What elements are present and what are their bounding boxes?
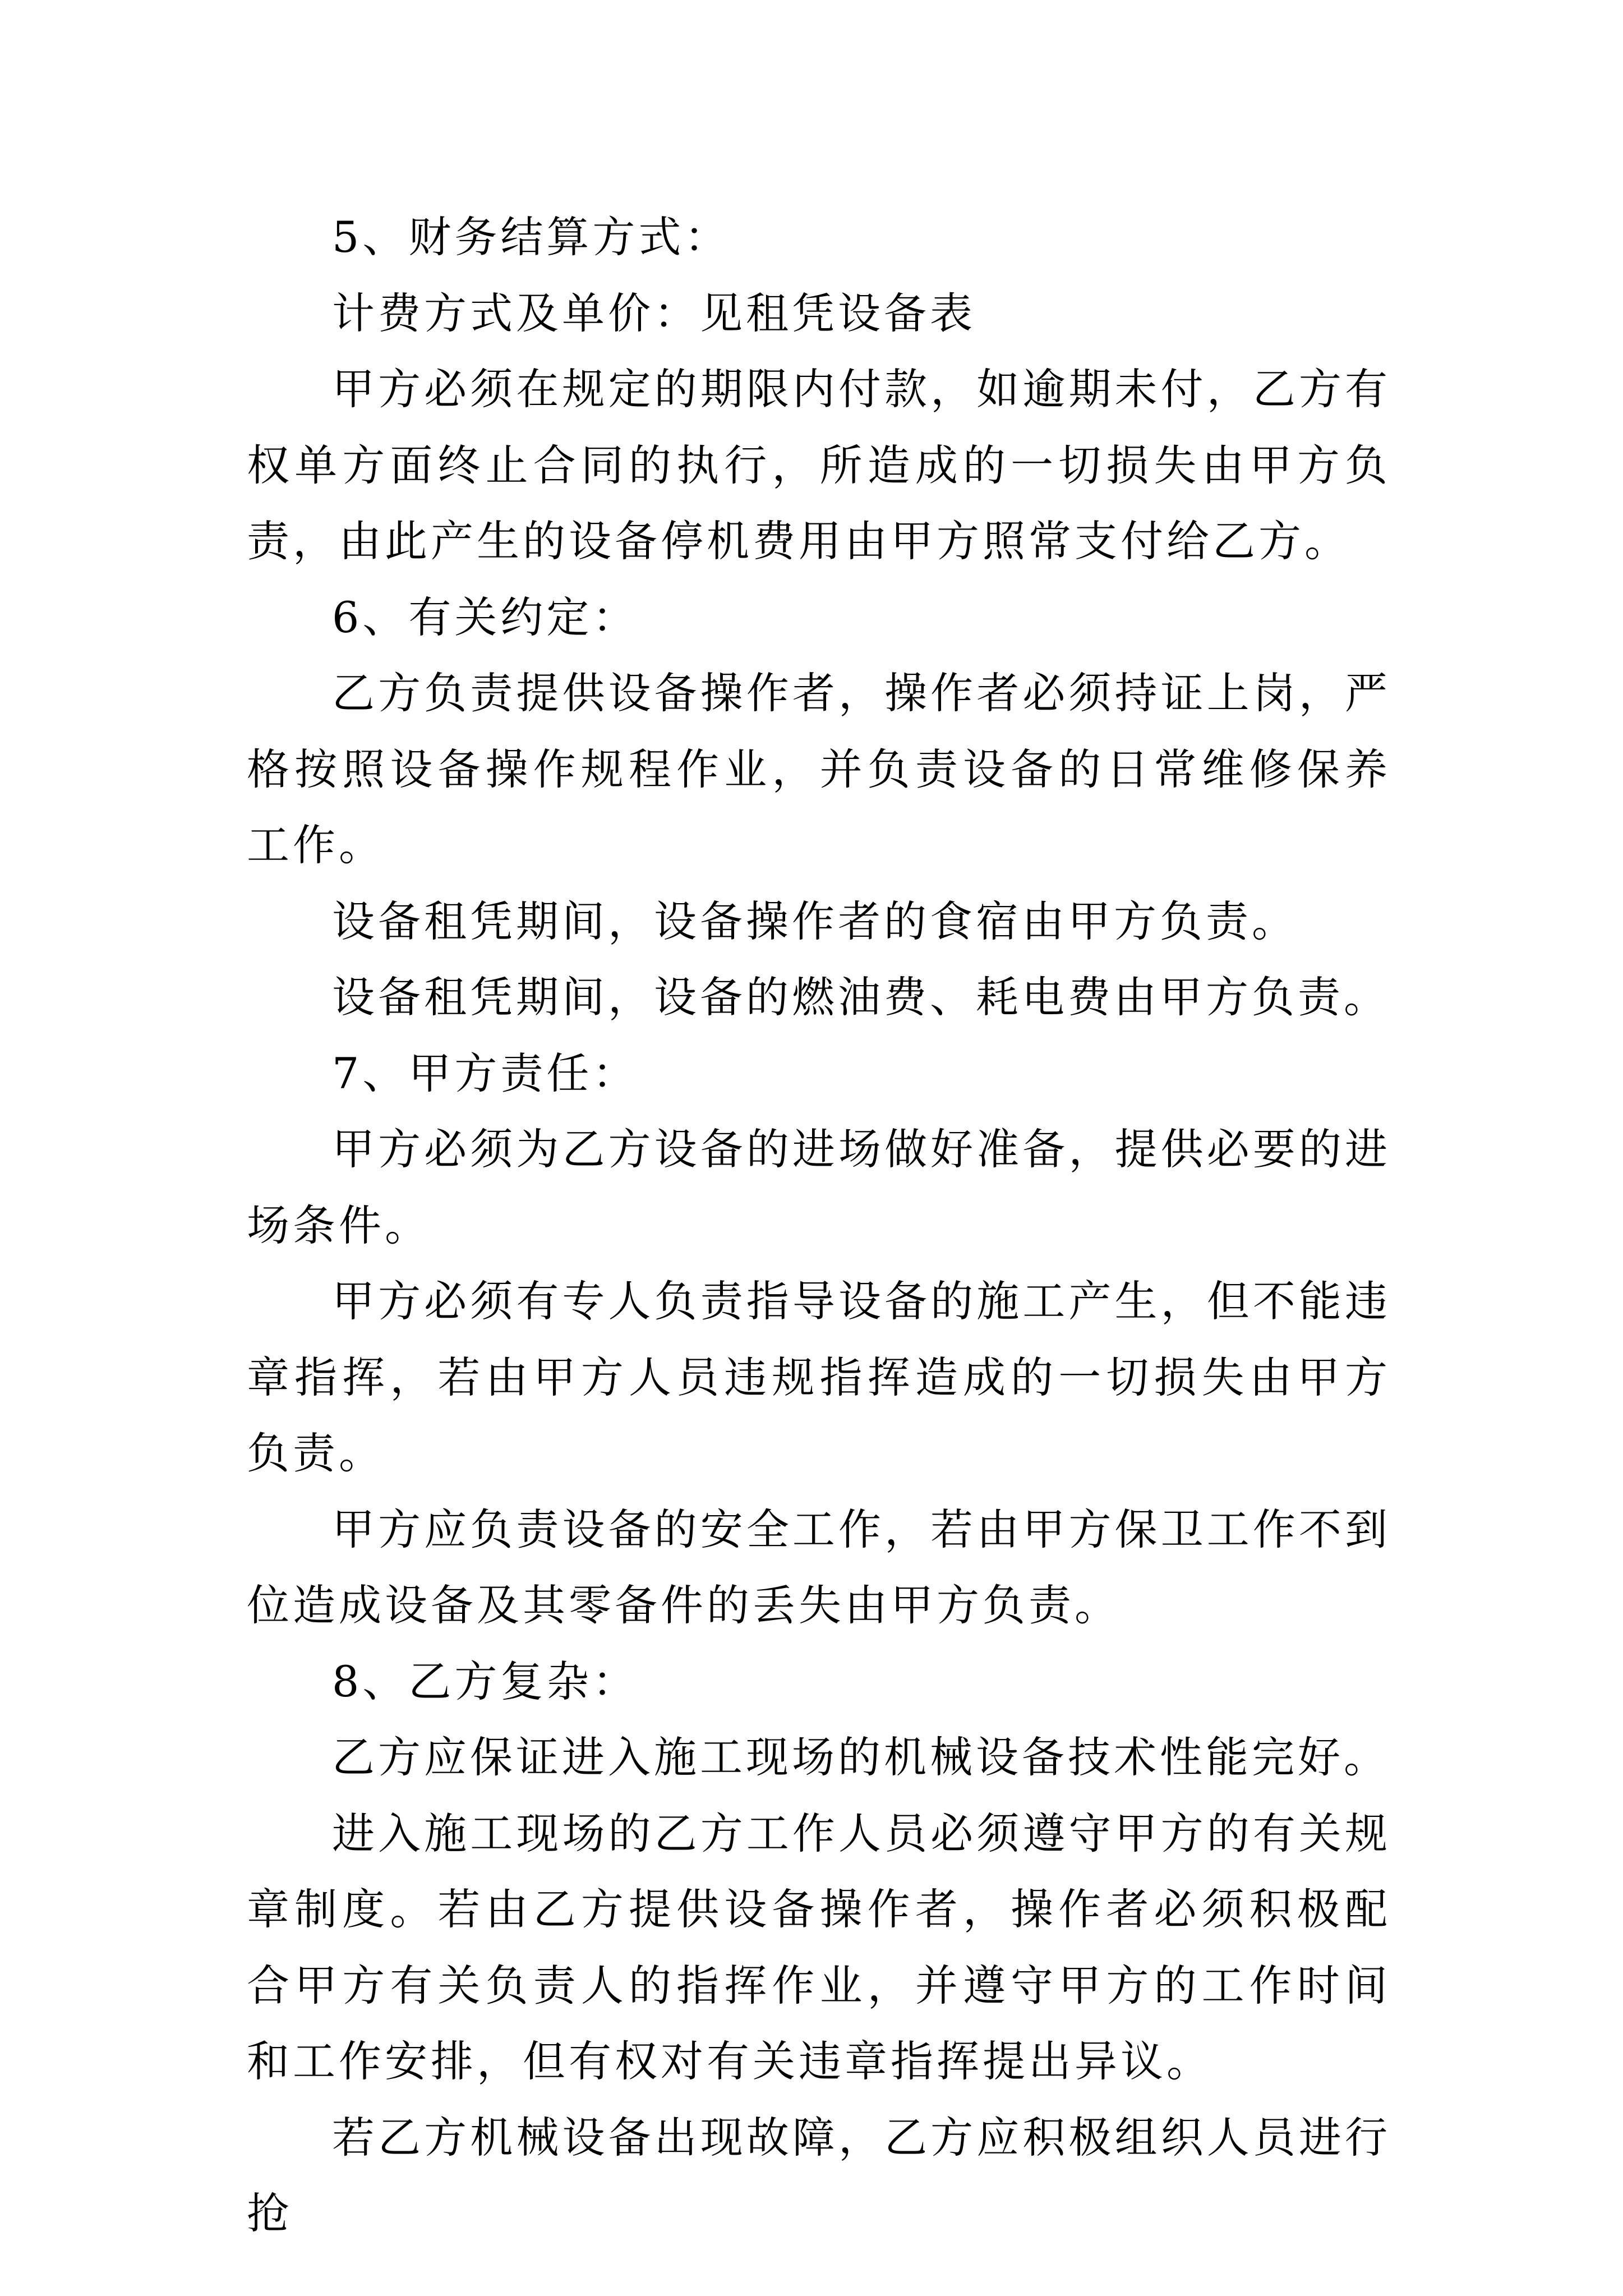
paragraph-fuel-cost: 设备租凭期间，设备的燃油费、耗电费由甲方负责。 <box>332 972 1390 1022</box>
paragraph-supervision: 甲方必须有专人负责指导设备的施工产生，但不能违章指挥，若由甲方人员违规指挥造成的一切损失由甲方负责。 <box>247 1276 1391 1478</box>
paragraph-equipment-condition: 乙方应保证进入施工现场的机械设备技术性能完好。 <box>332 1732 1390 1782</box>
paragraph-security: 甲方应负责设备的安全工作，若由甲方保卫工作不到位造成设备及其零备件的丢失由甲方负责。 <box>247 1504 1391 1630</box>
paragraph-site-rules: 进入施工现场的乙方工作人员必须遵守甲方的有关规章制度。若由乙方提供设备操作者，操作者必须积极配合甲方有关负责人的指挥作业，并遵守甲方的工作时间和工作安排，但有权对有关违章指挥提出异议。 <box>247 1808 1391 2086</box>
paragraph-site-preparation: 甲方必须为乙方设备的进场做好准备，提供必要的进场条件。 <box>247 1124 1391 1250</box>
section-heading-7: 7、甲方责任： <box>332 1048 639 1098</box>
section-heading-6: 6、有关约定： <box>332 592 639 642</box>
paragraph-operator-duty: 乙方负责提供设备操作者，操作者必须持证上岗，严格按照设备操作规程作业，并负责设备的日常维修保养工作。 <box>247 668 1391 870</box>
document-body <box>247 199 1391 2252</box>
paragraph-payment-terms: 甲方必须在规定的期限内付款，如逾期未付，乙方有权单方面终止合同的执行，所造成的一切损失由甲方负责，由此产生的设备停机费用由甲方照常支付给乙方。 <box>247 364 1391 566</box>
paragraph-pricing: 计费方式及单价：见租凭设备表 <box>332 288 976 338</box>
paragraph-lodging: 设备租凭期间，设备操作者的食宿由甲方负责。 <box>332 896 1298 946</box>
section-heading-5: 5、财务结算方式： <box>332 212 731 262</box>
section-heading-8: 8、乙方复杂： <box>332 1656 639 1706</box>
paragraph-breakdown: 若乙方机械设备出现故障，乙方应积极组织人员进行抢 <box>247 2112 1391 2238</box>
